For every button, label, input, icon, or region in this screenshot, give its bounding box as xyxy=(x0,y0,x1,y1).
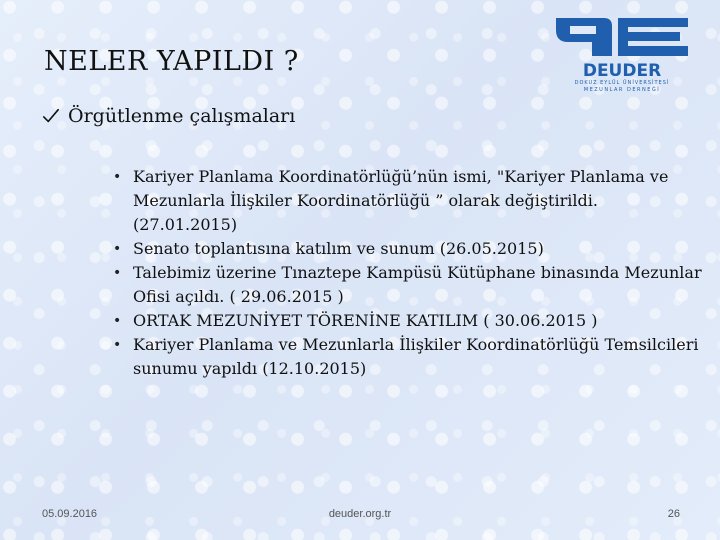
deuder-logo-graphic xyxy=(552,12,692,94)
list-item-text: Kariyer Planlama Koordinatörlüğü’nün ismi, "Kariyer Planlama ve Mezunlarla İlişkiler Koordinatörlüğü ” olarak değiştirildi. (27.01.2015) xyxy=(133,167,669,234)
logo-tagline-bottom: MEZUNLAR DERNEĞİ xyxy=(583,87,661,93)
bullet-icon: • xyxy=(113,241,122,257)
list-item xyxy=(113,309,703,333)
list-item xyxy=(113,237,703,261)
bullet-icon: • xyxy=(113,337,122,353)
section-heading-label: Örgütlenme çalışmaları xyxy=(68,105,296,127)
deuder-logo xyxy=(552,12,692,94)
list-item xyxy=(113,261,703,309)
list-item xyxy=(113,333,703,381)
logo-name: DEUDER xyxy=(582,61,662,81)
bullet-icon: • xyxy=(113,265,122,281)
page-number: 26 xyxy=(667,508,680,520)
footer-site: deuder.org.tr xyxy=(328,508,392,520)
page-title: NELER YAPILDI ? xyxy=(44,46,299,77)
list-item-text: ORTAK MEZUNİYET TÖRENİNE KATILIM ( 30.06.2015 ) xyxy=(133,311,598,330)
logo-tagline-top: DOKUZ EYLÜL ÜNİVERSİTESİ xyxy=(574,80,670,86)
checkmark-icon xyxy=(42,107,60,125)
bullet-content xyxy=(113,165,703,381)
bullet-icon: • xyxy=(113,169,122,185)
bullet-icon: • xyxy=(113,313,122,329)
list-item xyxy=(113,165,703,237)
section-heading xyxy=(42,105,295,127)
list-item-text: Kariyer Planlama ve Mezunlarla İlişkiler Koordinatörlüğü Temsilcileri sunumu yapıldı (12.10.2015) xyxy=(133,335,699,378)
list-item-text: Talebimiz üzerine Tınaztepe Kampüsü Kütüphane binasında Mezunlar Ofisi açıldı. ( 29.06.2015 ) xyxy=(133,263,702,306)
list-item-text: Senato toplantısına katılım ve sunum (26.05.2015) xyxy=(133,239,544,258)
bullet-list xyxy=(113,165,703,381)
footer-date: 05.09.2016 xyxy=(42,508,98,520)
